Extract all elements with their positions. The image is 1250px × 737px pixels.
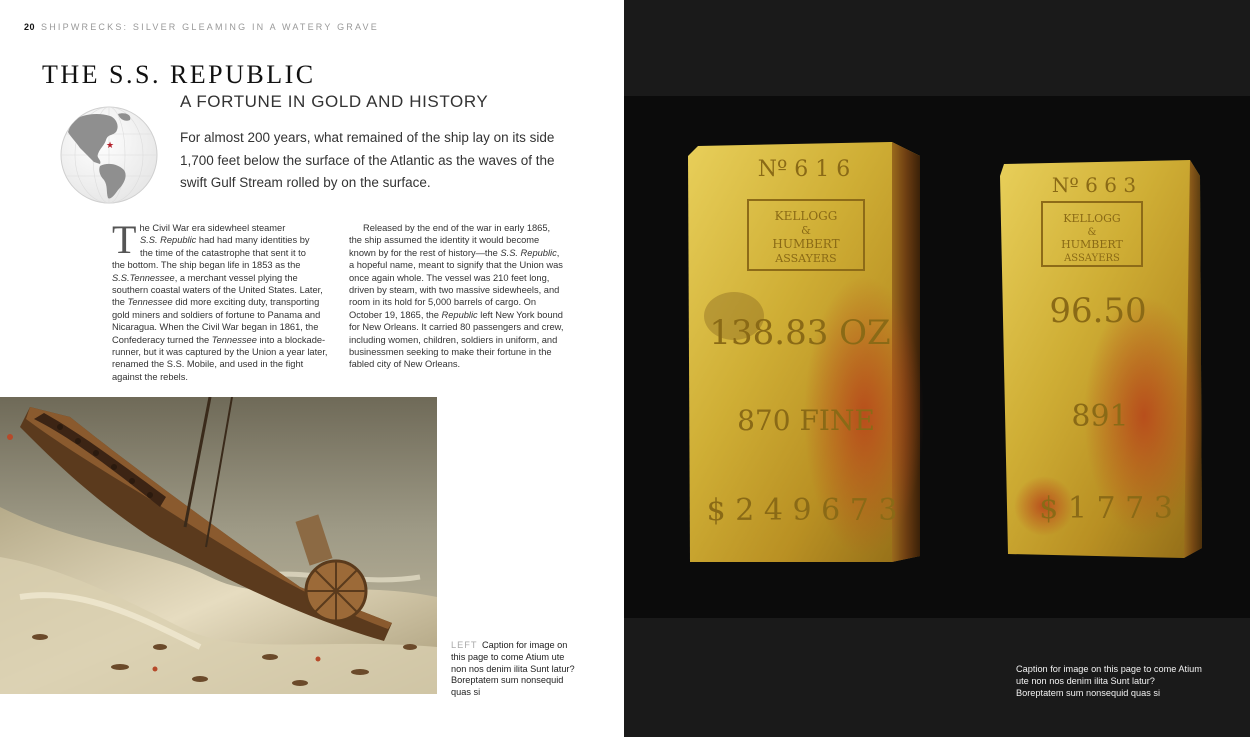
body-column-2 — [349, 222, 565, 371]
svg-text:★: ★ — [105, 141, 115, 151]
body-paragraph: the bottom. The ship began life in 1853 as the S.S.Tennessee, a merchant vessel plying the southern coastal waters of the United States. Later, the Tennessee did more exciting duty, transporting gold miners and soldiers of fortune to Panama and Nicaragua. When the Civil War began in 1861, the Confederacy turned the Tennessee into a blockade-runner, but it was captured by the Union a year later, renamed the S.S. Mobile, and used in the fight against the rebels. — [112, 260, 328, 382]
page-number: 20 — [24, 22, 36, 32]
bar1-weight: 138.83 OZ — [709, 313, 891, 353]
ship-name: Tennessee — [127, 297, 173, 308]
bar2-assayer-3: HUMBERT — [1061, 238, 1123, 251]
bar1-assayer-3: HUMBERT — [772, 237, 840, 251]
caption-left-label: LEFT — [451, 640, 478, 650]
bar2-assayer-4: ASSAYERS — [1064, 253, 1120, 264]
bar1-assayer-2: & — [801, 224, 811, 237]
bar1-assayer-1: KELLOGG — [774, 209, 838, 223]
ship-name: S.S. Republic — [500, 247, 557, 258]
caption-left — [451, 640, 581, 699]
ship-name: Republic — [441, 309, 478, 320]
left-page — [0, 0, 624, 737]
gold-ingots-image — [624, 96, 1250, 618]
bar1-fineness: 870 FINE — [737, 404, 875, 437]
bar2-fineness: 891 — [1071, 399, 1129, 434]
body-line: S.S. Republic had had many identities by — [140, 235, 310, 246]
bar2-weight: 96.50 — [1049, 291, 1147, 331]
page-title: THE S.S. REPUBLIC — [42, 60, 316, 89]
running-head-text: SHIPWRECKS: SILVER GLEAMING IN A WATERY GRAVE — [41, 22, 379, 32]
bar2-number: Nº 6 6 3 — [1051, 173, 1137, 197]
body-line: the time of the catastrophe that sent it to — [140, 247, 306, 258]
bar2-value: $ 1 7 7 3 — [1039, 491, 1173, 526]
bar1-value: $ 2 4 9 6 7 3 — [706, 493, 898, 528]
body-line: he Civil War era sidewheel steamer — [139, 223, 286, 233]
page-subtitle: A FORTUNE IN GOLD AND HISTORY — [180, 92, 489, 111]
body-column-1 — [112, 217, 334, 383]
drop-cap: T — [112, 217, 137, 262]
shipwreck-painting-image — [0, 397, 437, 694]
bar2-assayer-2: & — [1087, 227, 1097, 238]
running-head — [24, 22, 379, 32]
caption-right: Caption for image on this page to come Atium ute non nos denim ilita Sunt latur? Boreptatem sum nonsequid quas si — [1016, 664, 1202, 698]
ship-name: Tennessee — [211, 334, 257, 345]
body-paragraph: Released by the end of the war in early 1865, the ship assumed the identity it would become known by for the rest of history—the S.S. Republic, a hopeful name, meant to signify that the Union was once again whole. The vessel was 210 feet long, driven by steam, with two massive sidewheels, and room in its hold for 5,000 barrels of cargo. On October 19, 1865, the Republic left New York bound for New Orleans. It carried 80 passengers and crew, including women, children, soldiers in uniform, and businessmen seeking to make their fortune in the fabled city of New Orleans. — [349, 223, 564, 370]
bar1-number: Nº 6 1 6 — [757, 157, 851, 182]
bar2-assayer-1: KELLOGG — [1063, 212, 1121, 225]
intro-deck: For almost 200 years, what remained of the ship lay on its side 1,700 feet below the surface of the Atlantic as the waves of the swift Gulf Stream rolled by on the surface. — [180, 130, 555, 190]
ship-name: S.S.Tennessee — [112, 272, 175, 283]
bar1-assayer-4: ASSAYERS — [775, 252, 837, 265]
globe-locator-icon — [58, 104, 160, 206]
right-page — [624, 0, 1250, 737]
caption-left-text: Caption for image on this page to come Atium ute non nos denim ilita Sunt latur? Boreptatem sum nonsequid quas si — [451, 640, 575, 698]
ship-name: S.S. Republic — [140, 235, 197, 246]
